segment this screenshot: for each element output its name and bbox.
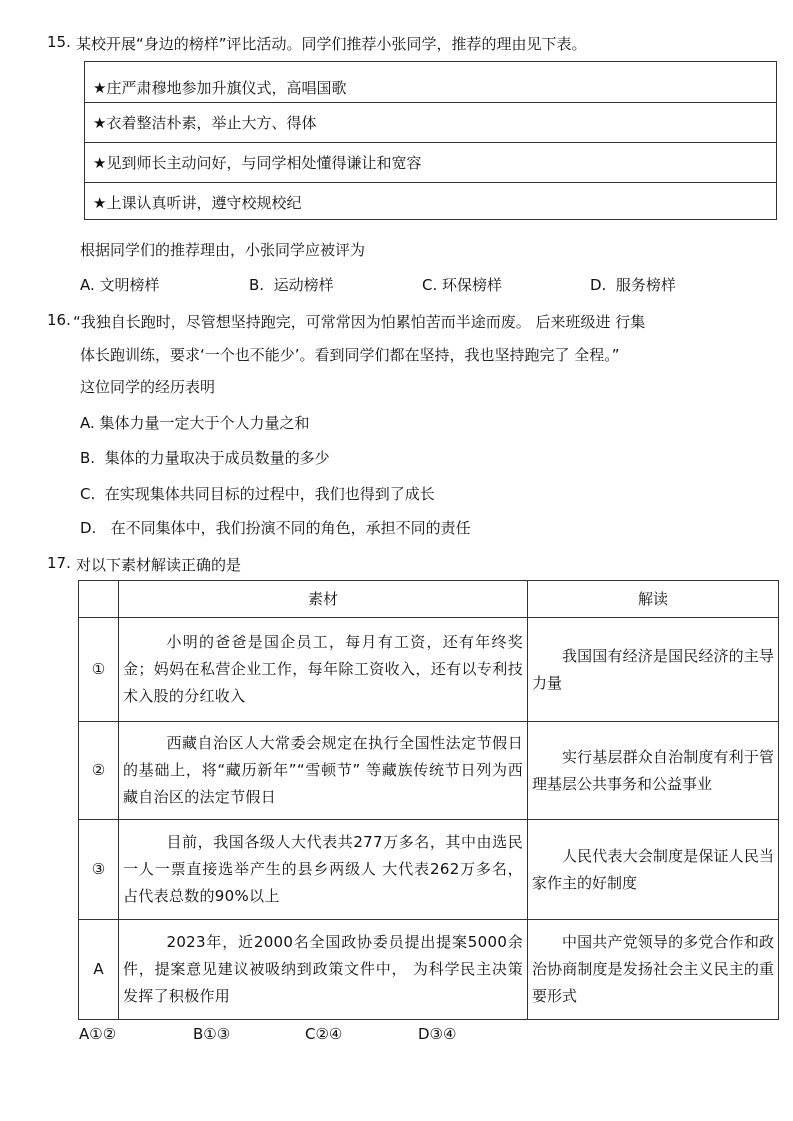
row-number: ① — [79, 618, 119, 722]
option-text: 在实现集体共同目标的过程中，我们也得到了成长 — [104, 485, 435, 503]
option-text: 运动榜样 — [273, 276, 334, 294]
table-header-row — [79, 581, 779, 618]
q16-option-b[interactable] — [80, 447, 330, 468]
q15-reason-box — [84, 61, 777, 220]
header-index — [79, 581, 119, 618]
option-letter: C. — [422, 276, 438, 294]
row-interpretation: 人民代表大会制度是保证人民当家作主的好制度 — [528, 820, 779, 920]
row-interpretation: 中国共产党领导的多党合作和政治协商制度是发扬社会主义民主的重要形式 — [528, 920, 779, 1020]
option-letter: B. — [249, 276, 265, 294]
q16-option-d[interactable] — [80, 517, 471, 538]
q15-option-b[interactable] — [249, 274, 334, 295]
row-interpretation: 我国国有经济是国民经济的主导力量 — [528, 618, 779, 722]
q15-stem: 某校开展“身边的榜样”评比活动。同学们推荐小张同学，推荐的理由见下表。 — [76, 35, 587, 53]
q17-option-a[interactable]: A①② — [79, 1025, 117, 1043]
q17-material-table — [78, 580, 779, 1020]
q15-option-d[interactable] — [590, 274, 676, 295]
table-row — [79, 722, 779, 820]
row-material: 小明的爸爸是国企员工，每月有工资，还有年终奖金；妈妈在私营企业工作，每年除工资收入，还有以专利技术入股的分红收入 — [119, 618, 528, 722]
option-text: 环保榜样 — [442, 276, 503, 294]
option-letter: A. — [80, 414, 95, 432]
q16-option-a[interactable] — [80, 412, 310, 433]
q15-option-c[interactable] — [422, 274, 502, 295]
q17-stem: 对以下素材解读正确的是 — [76, 556, 242, 574]
option-text: 在不同集体中，我们扮演不同的角色，承担不同的责任 — [110, 519, 471, 537]
option-text: 集体的力量取决于成员数量的多少 — [104, 449, 330, 467]
row-interpretation: 实行基层群众自治制度有利于管理基层公共事务和公益事业 — [528, 722, 779, 820]
q17-option-d[interactable]: D③④ — [418, 1025, 457, 1043]
q17-option-c[interactable]: C②④ — [305, 1025, 343, 1043]
row-number: ② — [79, 722, 119, 820]
option-letter: C. — [80, 485, 96, 503]
q17-option-b[interactable]: B①③ — [193, 1025, 231, 1043]
q16-stem-line1: “我独自长跑时，尽管想坚持跑完，可常常因为怕累怕苦而半途而废。 后来班级进 行集 — [73, 313, 646, 331]
q15-question: 根据同学们的推荐理由，小张同学应被评为 — [80, 241, 366, 259]
row-number: A — [79, 920, 119, 1020]
option-letter: A. — [80, 276, 95, 294]
q15-reason-1: ★庄严肃穆地参加升旗仪式，高唱国歌 — [93, 79, 347, 97]
q16-stem-line3: 这位同学的经历表明 — [80, 378, 216, 396]
table-row — [79, 820, 779, 920]
option-text: 服务榜样 — [615, 276, 676, 294]
q15-option-a[interactable] — [80, 274, 160, 295]
option-letter: D. — [590, 276, 607, 294]
header-interpretation: 解读 — [528, 581, 779, 618]
option-text: 集体力量一定大于个人力量之和 — [99, 414, 310, 432]
q16-number: 16. — [47, 311, 71, 329]
row-material: 2023年，近2000名全国政协委员提出提案5000余件，提案意见建议被吸纳到政策文件中， 为科学民主决策发挥了积极作用 — [119, 920, 528, 1020]
q15-reason-2: ★衣着整洁朴素，举止大方、得体 — [85, 102, 776, 142]
q17-number: 17. — [47, 554, 71, 572]
option-letter: B. — [80, 449, 96, 467]
header-material: 素材 — [119, 581, 528, 618]
table-row — [79, 618, 779, 722]
option-text: 文明榜样 — [99, 276, 160, 294]
q15-reason-4: ★上课认真听讲，遵守校规校纪 — [85, 182, 776, 220]
q15-reason-3: ★见到师长主动问好，与同学相处懂得谦让和宽容 — [85, 142, 776, 182]
q16-option-c[interactable] — [80, 483, 435, 504]
row-material: 西藏自治区人大常委会规定在执行全国性法定节假日的基础上，将“藏历新年”“雪顿节” 等藏族传统节日列为西藏自治区的法定节假日 — [119, 722, 528, 820]
q16-stem-line2: 体长跑训练，要求‘一个也不能少’。看到同学们都在坚持，我也坚持跑完了 全程。” — [80, 346, 620, 364]
row-number: ③ — [79, 820, 119, 920]
q15-number: 15. — [47, 33, 71, 51]
option-letter: D. — [80, 519, 97, 537]
table-row — [79, 920, 779, 1020]
row-material: 目前，我国各级人大代表共277万多名，其中由选民一人一票直接选举产生的县乡两级人 大代表262万多名，占代表总数的90%以上 — [119, 820, 528, 920]
